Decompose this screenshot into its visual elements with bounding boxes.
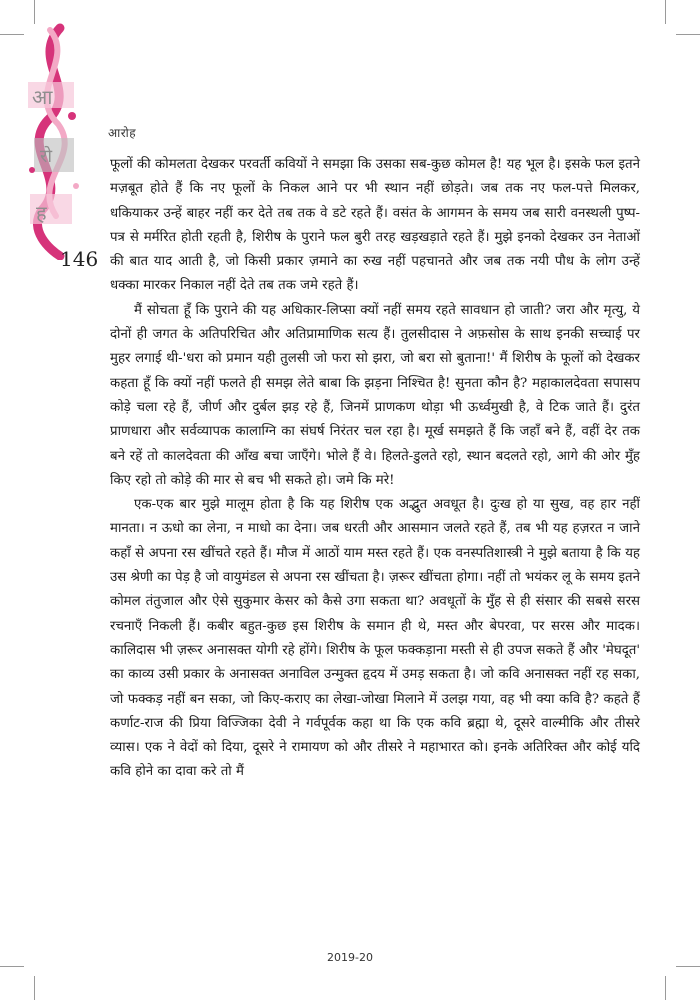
paragraph-3: एक-एक बार मुझे मालूम होता है कि यह शिरीष एक अद्भुत अवधूत है। दुःख हो या सुख, वह हार नहीं मानता। न ऊधो का लेना, न माधो का देना। जब धरती और आसमान जलते रहते हैं, तब भी यह हज़रत न जाने कहाँ से अपना रस खींचते रहते हैं। मौज में आठों याम मस्त रहते हैं। एक वनस्पतिशास्त्री ने मुझे बताया है कि यह उस श्रेणी का पेड़ है जो वायुमंडल से अपना रस खींचता है। ज़रूर खींचता होगा। नहीं तो भयंकर लू के समय इतने कोमल तंतुजाल और ऐसे सुकुमार केसर को कैसे उगा सकता था? अवधूतों के मुँह से ही संसार की सबसे सरस रचनाएँ निकली हैं। कबीर बहुत-कुछ इस शिरीष के समान ही थे, मस्त और बेपरवा, पर सरस और मादक। कालिदास भी ज़रूर अनासक्त योगी रहे होंगे। शिरीष के फूल फक्कड़ाना मस्ती से ही उपज सकते हैं और 'मेघदूत' का काव्य उसी प्रकार के अनासक्त अनाविल उन्मुक्त हृदय में उमड़ सकता है। जो कवि अनासक्त नहीं रह सका, जो फक्कड़ नहीं बन सका, जो किए-कराए का लेखा-जोखा मिलाने में उलझ गया, वह भी क्या कवि है? कहते हैं कर्णाट-राज की प्रिया विज्जिका देवी ने गर्वपूर्वक कहा था कि एक कवि ब्रह्मा थे, दूसरे वाल्मीकि और तीसरे व्यास। एक ने वेदों को दिया, दूसरे ने रामायण को और तीसरे ने महाभारत को। इनके अतिरिक्त और कोई यदि कवि होने का दावा करे तो मैं <box>110 497 640 780</box>
aaroh-ribbon-decoration <box>20 20 90 260</box>
crop-mark-bottom-right-h <box>676 966 700 967</box>
paragraph-1: फूलों की कोमलता देखकर परवर्ती कवियों ने समझा कि उसका सब-कुछ कोमल है! यह भूल है। इसके फल इतने मज़बूत होते हैं कि नए फूलों के निकल आने पर भी स्थान नहीं छोड़ते। जब तक नए फल-पत्ते मिलकर, धकियाकर उन्हें बाहर नहीं कर देते तब तक वे डटे रहते हैं। वसंत के आगमन के समय जब सारी वनस्थली पुष्प-पत्र से मर्मरित होती रहती है, शिरीष के पुराने फल बुरी तरह खड़खड़ाते रहते हैं। मुझे इनको देखकर उन नेताओं की बात याद आती है, जो किसी प्रकार ज़माने का रुख नहीं पहचानते और जब तक नयी पौध के लोग उन्हें धक्का मारकर निकाल नहीं देते तब तक जमे रहते हैं। <box>110 157 640 294</box>
decor-letter-3: ह <box>36 201 47 225</box>
footer-year: 2019-20 <box>327 951 373 964</box>
decor-letter-2: रो <box>40 146 53 167</box>
page-number: 146 <box>60 247 99 271</box>
crop-mark-bottom-left-v <box>34 976 35 1000</box>
crop-mark-bottom-left-h <box>0 966 24 967</box>
decor-letter-1: आ <box>32 85 53 109</box>
crop-mark-top-right-v <box>665 0 666 24</box>
body-text <box>110 153 640 785</box>
running-title: आरोह <box>108 126 137 140</box>
paragraph-2: मैं सोचता हूँ कि पुराने की यह अधिकार-लिप्सा क्यों नहीं समय रहते सावधान हो जाती? जरा और मृत्यु, ये दोनों ही जगत के अतिपरिचित और अतिप्रामाणिक सत्य हैं। तुलसीदास ने अफ़सोस के साथ इनकी सच्चाई पर मुहर लगाई थी-'धरा को प्रमान यही तुलसी जो फरा सो झरा, जो बरा सो बुताना!' मैं शिरीष के फूलों को देखकर कहता हूँ कि क्यों नहीं फलते ही समझ लेते बाबा कि झड़ना निश्चित है! सुनता कौन है? महाकालदेवता सपासप कोड़े चला रहे हैं, जीर्ण और दुर्बल झड़ रहे हैं, जिनमें प्राणकण थोड़ा भी ऊर्ध्वमुखी है, वे टिक जाते हैं। दुरंत प्राणधारा और सर्वव्यापक कालाग्नि का संघर्ष निरंतर चल रहा है। मूर्ख समझते हैं कि जहाँ बने हैं, वहीं देर तक बने रहें तो कालदेवता की आँख बचा जाएँगे। भोले हैं वे। हिलते-डुलते रहो, स्थान बदलते रहो, आगे की ओर मुँह किए रहो तो कोड़े की मार से बच भी सकते हो। जमे कि मरे! <box>110 302 640 488</box>
crop-mark-bottom-right-v <box>665 976 666 1000</box>
crop-mark-top-right-h <box>676 34 700 35</box>
